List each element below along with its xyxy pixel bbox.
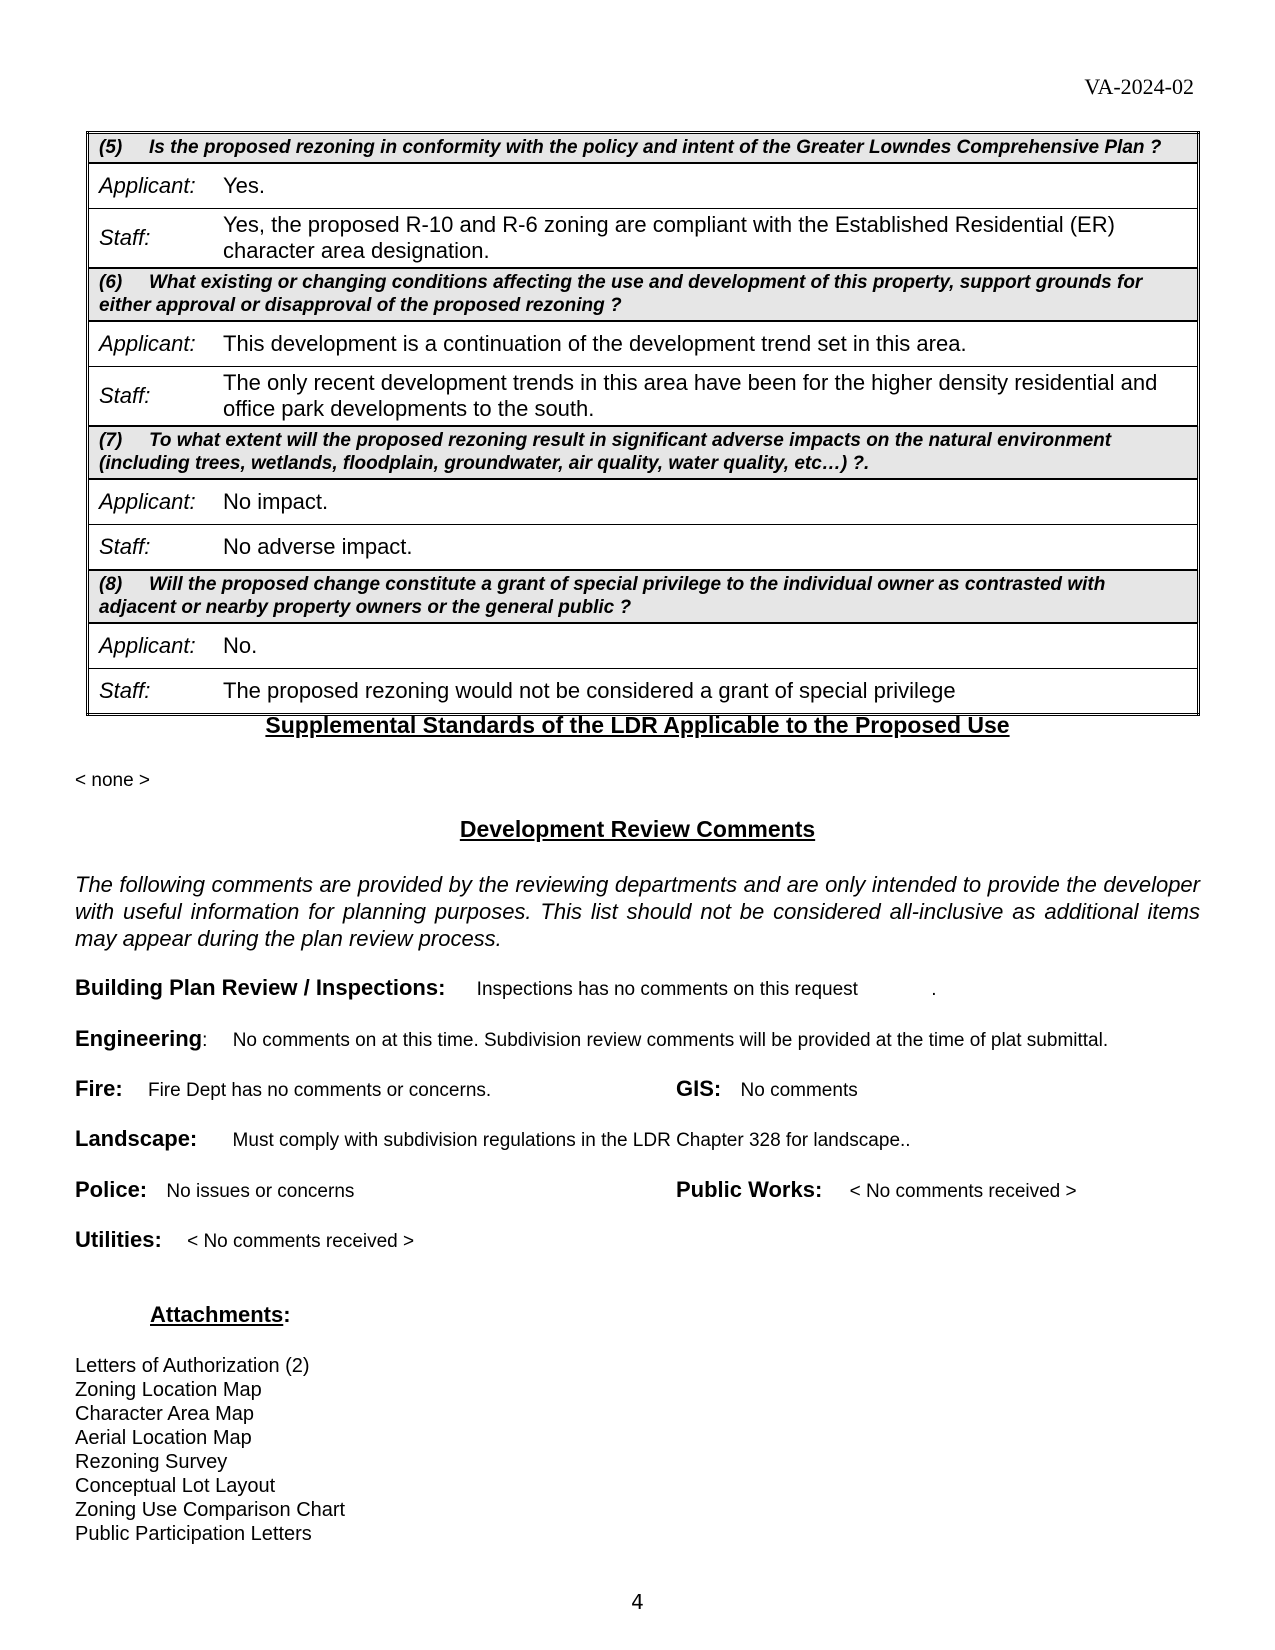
question-cell bbox=[88, 426, 1199, 479]
criteria-table bbox=[86, 131, 1200, 716]
applicant-label: Applicant: bbox=[88, 163, 220, 209]
gis-comment bbox=[676, 1076, 858, 1102]
engineering-label: Engineering bbox=[75, 1026, 203, 1051]
police-label: Police: bbox=[75, 1177, 148, 1202]
question-cell bbox=[88, 268, 1199, 321]
building-label: Building Plan Review / Inspections: bbox=[75, 975, 446, 1000]
staff-row bbox=[88, 209, 1199, 269]
staff-label: Staff: bbox=[88, 669, 220, 715]
question-number: (6) bbox=[99, 272, 123, 293]
building-trail: . bbox=[931, 979, 937, 1000]
applicant-row bbox=[88, 623, 1199, 669]
supplemental-value: < none > bbox=[75, 770, 151, 791]
question-text: What existing or changing conditions affecting the use and development of this property, support grounds for either approval or disapproval of the proposed rezoning ? bbox=[99, 272, 1143, 316]
attachment-item: Letters of Authorization (2) bbox=[75, 1355, 310, 1377]
question-row bbox=[88, 133, 1199, 164]
staff-label: Staff: bbox=[88, 209, 220, 269]
applicant-answer: No impact. bbox=[219, 479, 1199, 525]
attachment-item: Aerial Location Map bbox=[75, 1427, 252, 1449]
question-cell bbox=[88, 570, 1199, 623]
applicant-row bbox=[88, 163, 1199, 209]
engineering-comment bbox=[75, 1026, 1108, 1052]
question-row bbox=[88, 268, 1199, 321]
applicant-label: Applicant: bbox=[88, 479, 220, 525]
question-text: To what extent will the proposed rezoning result in significant adverse impacts on the natural environment (including trees, wetlands, floodplain, groundwater, air quality, water quality, etc…) ?. bbox=[99, 430, 1112, 474]
attachments-list bbox=[75, 1354, 345, 1546]
question-cell bbox=[88, 133, 1199, 164]
staff-answer: Yes, the proposed R-10 and R-6 zoning are compliant with the Established Residential (ER) character area designation. bbox=[219, 209, 1199, 269]
question-text: Is the proposed rezoning in conformity with the policy and intent of the Greater Lowndes Comprehensive Plan ? bbox=[149, 137, 1162, 158]
page-number: 4 bbox=[631, 1590, 644, 1614]
attachment-item: Rezoning Survey bbox=[75, 1451, 228, 1473]
fire-comment bbox=[75, 1076, 491, 1102]
engineering-sep: : bbox=[202, 1030, 208, 1051]
building-comment bbox=[75, 975, 937, 1001]
document-code: VA-2024-02 bbox=[1084, 74, 1194, 99]
staff-label: Staff: bbox=[88, 525, 220, 571]
public-works-comment bbox=[676, 1177, 1077, 1203]
applicant-label: Applicant: bbox=[88, 321, 220, 367]
building-value: Inspections has no comments on this request bbox=[476, 979, 858, 1000]
applicant-answer: This development is a continuation of the development trend set in this area. bbox=[219, 321, 1199, 367]
gis-value: No comments bbox=[740, 1080, 858, 1101]
question-text: Will the proposed change constitute a grant of special privilege to the individual owner as contrasted with adjacent or nearby property owners or the general public ? bbox=[99, 574, 1106, 618]
staff-row bbox=[88, 367, 1199, 427]
police-value: No issues or concerns bbox=[166, 1181, 355, 1202]
attachments-heading-text: Attachments bbox=[150, 1302, 284, 1327]
attachments-heading bbox=[150, 1302, 291, 1328]
police-comment bbox=[75, 1177, 354, 1203]
review-heading: Development Review Comments bbox=[459, 816, 816, 842]
staff-row bbox=[88, 525, 1199, 571]
landscape-value: Must comply with subdivision regulations in the LDR Chapter 328 for landscape.. bbox=[232, 1130, 911, 1151]
staff-answer: No adverse impact. bbox=[219, 525, 1199, 571]
supplemental-heading: Supplemental Standards of the LDR Applicable to the Proposed Use bbox=[265, 712, 1010, 738]
applicant-row bbox=[88, 479, 1199, 525]
question-number: (7) bbox=[99, 430, 123, 451]
engineering-value: No comments on at this time. Subdivision review comments will be provided at the time of plat submittal. bbox=[232, 1030, 1109, 1051]
question-row bbox=[88, 570, 1199, 623]
fire-label: Fire: bbox=[75, 1076, 123, 1101]
utilities-label: Utilities: bbox=[75, 1227, 162, 1252]
question-number: (5) bbox=[99, 137, 123, 158]
applicant-answer: Yes. bbox=[219, 163, 1199, 209]
attachments-heading-colon: : bbox=[283, 1302, 291, 1327]
staff-row bbox=[88, 669, 1199, 715]
fire-value: Fire Dept has no comments or concerns. bbox=[147, 1080, 492, 1101]
gis-label: GIS: bbox=[676, 1076, 722, 1101]
landscape-comment bbox=[75, 1126, 911, 1152]
staff-answer: The only recent development trends in this area have been for the higher density residential and office park developments to the south. bbox=[219, 367, 1199, 427]
staff-answer: The proposed rezoning would not be considered a grant of special privilege bbox=[219, 669, 1199, 715]
landscape-label: Landscape: bbox=[75, 1126, 198, 1151]
attachment-item: Zoning Location Map bbox=[75, 1379, 262, 1401]
question-number: (8) bbox=[99, 574, 123, 595]
public-works-label: Public Works: bbox=[676, 1177, 823, 1202]
staff-label: Staff: bbox=[88, 367, 220, 427]
attachment-item: Zoning Use Comparison Chart bbox=[75, 1499, 346, 1521]
attachment-item: Character Area Map bbox=[75, 1403, 254, 1425]
applicant-row bbox=[88, 321, 1199, 367]
review-intro: The following comments are provided by the reviewing departments and are only intended to provide the developer with useful information for planning purposes. This list should not be considered all-inclusive as additional items may appear during the plan review process. bbox=[75, 872, 1200, 951]
public-works-value: < No comments received > bbox=[849, 1181, 1077, 1202]
applicant-answer: No. bbox=[219, 623, 1199, 669]
question-row bbox=[88, 426, 1199, 479]
attachment-item: Public Participation Letters bbox=[75, 1523, 312, 1545]
attachment-item: Conceptual Lot Layout bbox=[75, 1475, 276, 1497]
applicant-label: Applicant: bbox=[88, 623, 220, 669]
utilities-value: < No comments received > bbox=[187, 1231, 415, 1252]
utilities-comment bbox=[75, 1227, 414, 1253]
